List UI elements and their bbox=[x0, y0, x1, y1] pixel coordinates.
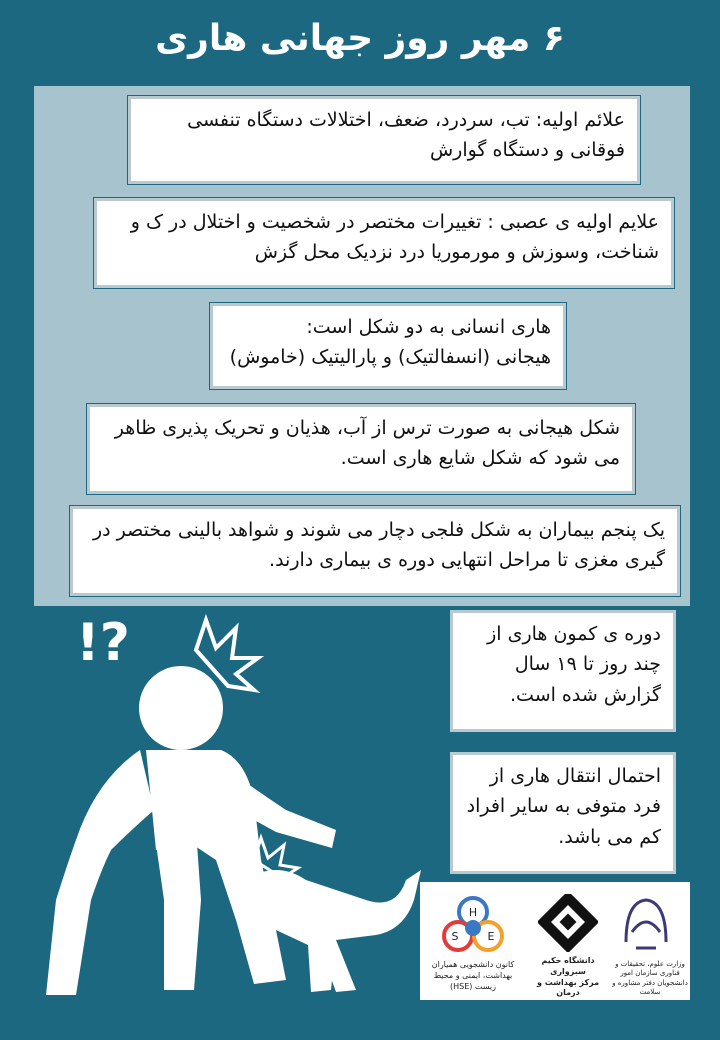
rabies-forms-box bbox=[210, 303, 566, 389]
logos-strip bbox=[420, 882, 690, 1000]
early-symptoms-box: علائم اولیه: تب، سردرد، ضعف، اختلالات دستگاه تنفسی فوقانی و دستگاه گوارش bbox=[128, 96, 640, 184]
rabies-forms-line2: هیجانی (انسفالتیک) و پارالیتیک (خاموش) bbox=[229, 346, 551, 369]
neuro-symptoms-box: علایم اولیه ی عصبی : تغییرات مختصر در شخصیت و اختلال در ک و شناخت، وسوزش و مورموریا درد نزدیک محل گزش bbox=[94, 198, 674, 288]
page-title: ۶ مهر روز جهانی هاری bbox=[155, 18, 565, 59]
university-logo bbox=[538, 894, 598, 952]
university-name: دانشگاه حکیم سبزواری bbox=[541, 956, 595, 976]
ministry-logo bbox=[616, 892, 676, 956]
incubation-box: دوره ی کمون هاری از چند روز تا ۱۹ سال گزارش شده است. bbox=[450, 610, 676, 732]
hse-letter-h: H bbox=[468, 906, 478, 919]
university-logo-text bbox=[526, 956, 610, 999]
hse-letter-s: S bbox=[451, 930, 459, 943]
exclamation-question-marks: !? bbox=[76, 613, 130, 673]
rabies-forms-line1: هاری انسانی به دو شکل است: bbox=[306, 316, 551, 338]
person-figure bbox=[46, 666, 336, 995]
paralytic-form-box: یک پنجم بیماران به شکل فلجی دچار می شوند و شواهد بالینی مختصر در گیری مغزی تا مراحل انتهایی دوره ی بیماری دارند. bbox=[70, 506, 680, 596]
dog-bite-illustration bbox=[36, 600, 446, 1010]
furious-form-box: شکل هیجانی به صورت ترس از آب، هذیان و تحریک پذیری ظاهر می شود که شکل شایع هاری است. bbox=[87, 404, 635, 494]
ministry-logo-text: وزارت علوم، تحقیقات و فناوری سازمان امور دانشجویان دفتر مشاوره و سلامت bbox=[612, 960, 688, 997]
transmission-box: احتمال انتقال هاری از فرد متوفی به سایر افراد کم می باشد. bbox=[450, 752, 676, 874]
health-center-name: مرکز بهداشت و درمان bbox=[536, 977, 600, 998]
hse-logo bbox=[438, 894, 508, 956]
hse-logo-text: کانون دانشجویی همیاران بهداشت، ایمنی و محیط زیست (HSE) bbox=[431, 960, 515, 991]
hse-letter-e: E bbox=[487, 930, 495, 943]
